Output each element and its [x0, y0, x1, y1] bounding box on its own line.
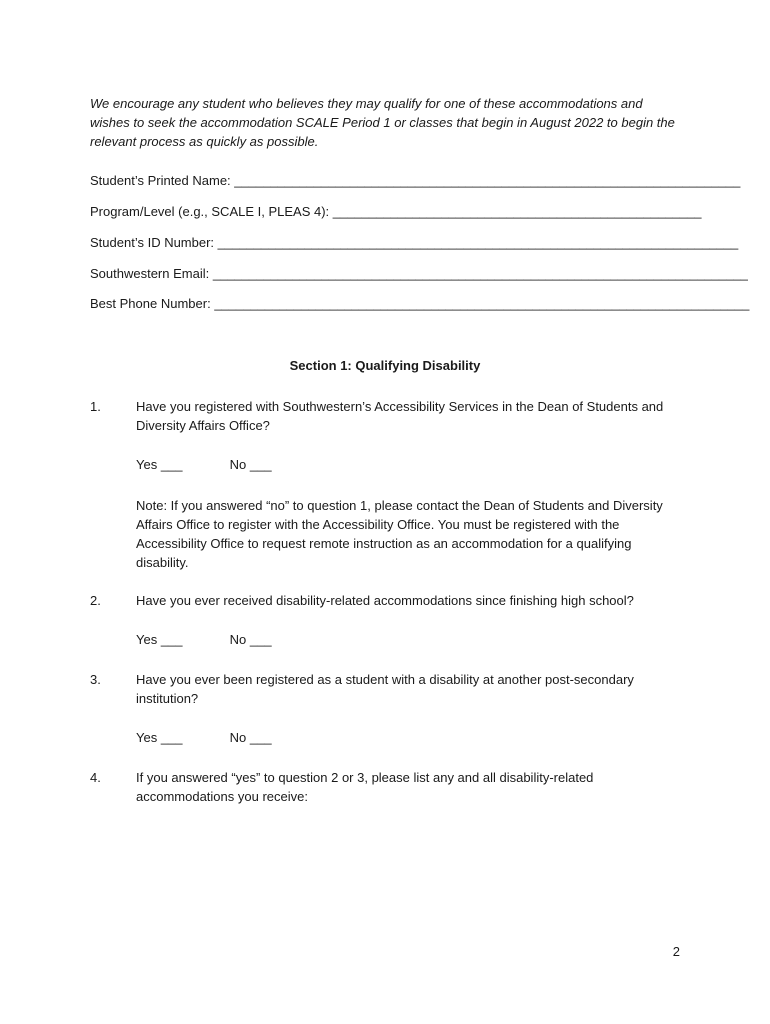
question-4-number: 4. — [90, 770, 101, 785]
program-level-label: Program/Level (e.g., SCALE I, PLEAS 4): — [90, 204, 330, 219]
question-2-answers — [136, 630, 272, 649]
question-1-text: Have you registered with Southwestern’s Accessibility Services in the Dean of Students and Diversity Affairs Office? — [136, 399, 664, 433]
question-2-yes[interactable]: Yes ___ — [136, 632, 183, 647]
printed-name-blank[interactable]: ______________________________________________________________________ — [234, 173, 741, 188]
question-3-answers — [136, 728, 272, 747]
phone-blank[interactable]: __________________________________________________________________________ — [214, 296, 750, 311]
intro-paragraph: We encourage any student who believes they may qualify for one of these accommodations and wishes to seek the accommodation SCALE Period 1 or classes that begin in August 2022 to begin the relevant process as quickly as possible. — [90, 96, 675, 149]
question-1-no[interactable]: No ___ — [229, 457, 272, 472]
page-number: 2 — [672, 944, 680, 959]
question-2-no[interactable]: No ___ — [229, 632, 272, 647]
student-id-blank[interactable]: ________________________________________________________________________ — [217, 235, 739, 250]
question-2-number: 2. — [90, 593, 101, 608]
email-field[interactable] — [90, 264, 748, 283]
phone-field[interactable] — [90, 294, 750, 313]
phone-label: Best Phone Number: — [90, 296, 211, 311]
student-id-field[interactable] — [90, 233, 739, 252]
question-4-text: If you answered “yes” to question 2 or 3, please list any and all disability-related accommodations you receive: — [136, 770, 594, 804]
section-title: Section 1: Qualifying Disability — [289, 358, 481, 373]
question-3-number: 3. — [90, 672, 101, 687]
question-1-note: Note: If you answered “no” to question 1, please contact the Dean of Students and Diversity Affairs Office to register with the Accessibility Office. You must be registered with the Accessibility Office to request remote instruction as an accommodation for a qualifying disability. — [136, 498, 663, 570]
email-blank[interactable]: __________________________________________________________________________ — [212, 266, 748, 281]
email-label: Southwestern Email: — [90, 266, 210, 281]
question-2-text: Have you ever received disability-related accommodations since finishing high school? — [136, 593, 634, 608]
question-1-number: 1. — [90, 399, 101, 414]
question-3-text: Have you ever been registered as a student with a disability at another post-secondary institution? — [136, 672, 634, 706]
student-id-label: Student’s ID Number: — [90, 235, 215, 250]
question-1-answers — [136, 455, 272, 474]
question-1-yes[interactable]: Yes ___ — [136, 457, 183, 472]
program-level-field[interactable] — [90, 202, 702, 221]
printed-name-label: Student’s Printed Name: — [90, 173, 231, 188]
printed-name-field[interactable] — [90, 171, 741, 190]
program-level-blank[interactable]: ___________________________________________________ — [332, 204, 702, 219]
question-3-yes[interactable]: Yes ___ — [136, 730, 183, 745]
question-3-no[interactable]: No ___ — [229, 730, 272, 745]
